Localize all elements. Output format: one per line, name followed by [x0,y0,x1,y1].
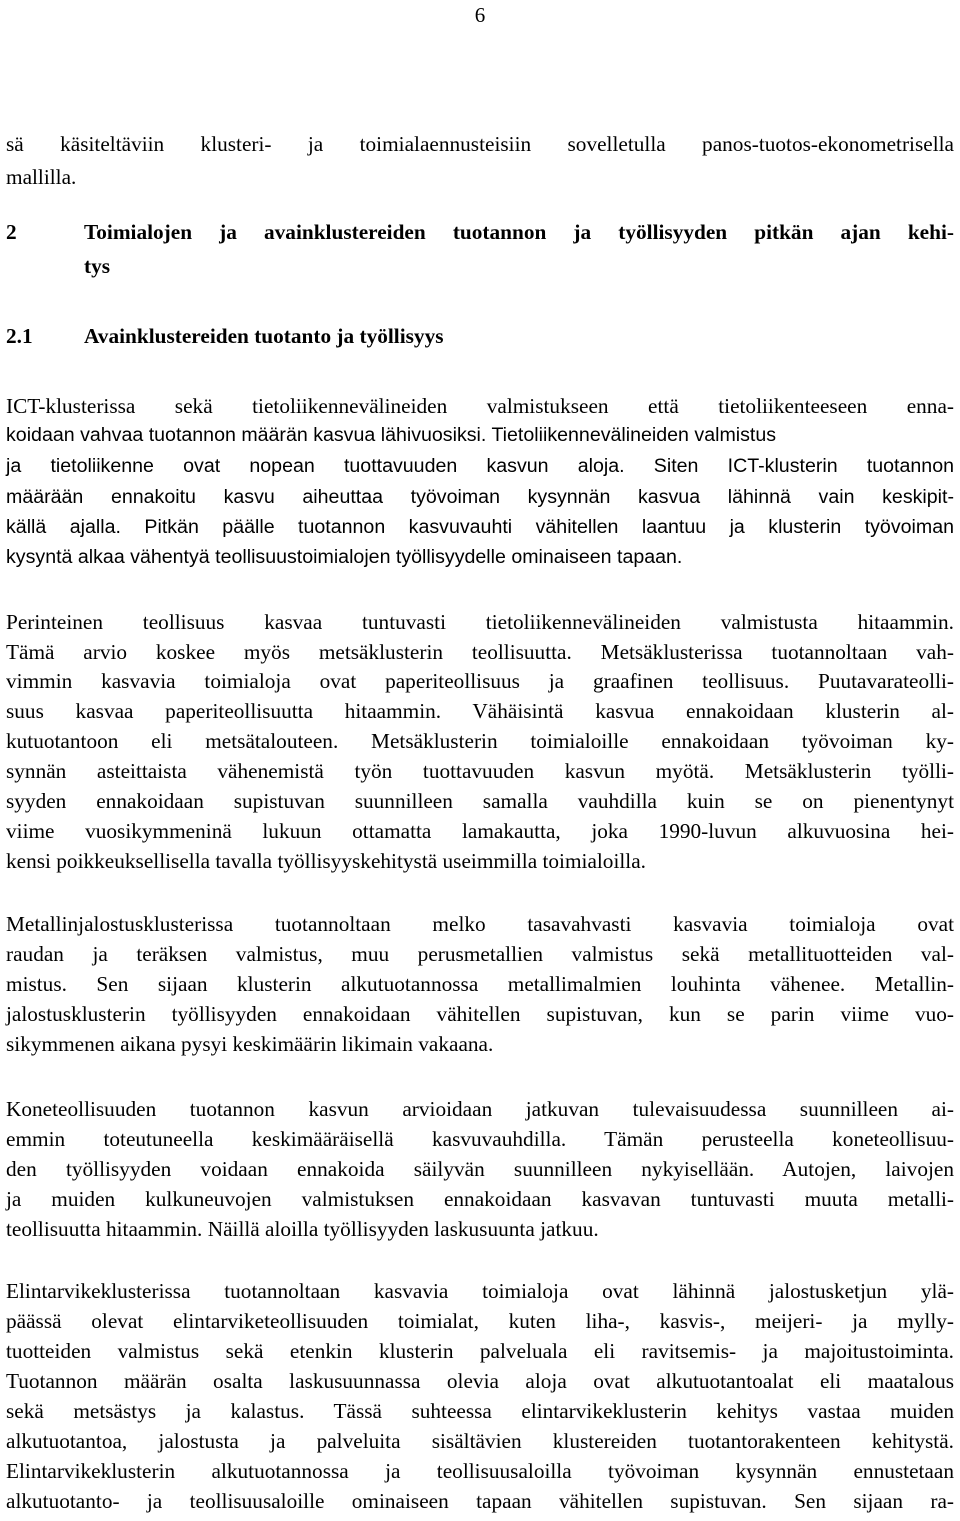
subsection-heading [6,322,954,350]
paragraph-line: syyden ennakoidaan supistuvan suunnilleen samalla vauhdilla kuin se on pienentynyt [6,789,954,813]
paragraph-line: synnän asteittaista vähenemistä työn tuottavuuden kasvun myötä. Metsäklusterin työlli- [6,759,954,783]
paragraph-line: jalostusklusterin työllisyyden ennakoidaan vähitellen supistuvan, kun se parin viime vuo- [6,1002,954,1026]
subsection-title: Avainklustereiden tuotanto ja työllisyys [84,324,444,348]
paragraph-line: mistus. Sen sijaan klusterin alkutuotannossa metallimalmien louhinta vähenee. Metallin- [6,972,954,996]
paragraph-line: teollisuutta hitaammin. Näillä aloilla työllisyyden laskusuunta jatkuu. [6,1217,599,1241]
paragraph-line: källä ajalla. Pitkän päälle tuotannon kasvuvauhti vähitellen laantuu ja klusterin työvoiman [6,516,954,538]
paragraph-line: kysyntä alkaa vähentyä teollisuustoimialojen työllisyydelle ominaiseen tapaan. [6,546,683,568]
page-number: 6 [474,3,486,27]
paragraph-line: ICT-klusterissa sekä tietoliikennevälineiden valmistukseen että tietoliikenteeseen enna- [6,394,954,418]
subsection-number: 2.1 [6,324,33,348]
paragraph-line: Metallinjalostusklusterissa tuotannoltaan melko tasavahvasti kasvavia toimialoja ovat [6,912,954,936]
intro-line: sä käsiteltäviin klusteri- ja toimialaennusteisiin sovelletulla panos-tuotos-ekonometrisella [6,132,954,156]
paragraph-line: kutuotantoon eli metsätalouteen. Metsäklusterin toimialoille ennakoidaan työvoiman ky- [6,729,954,753]
intro-line: mallilla. [6,165,77,189]
paragraph-line: Tämä arvio koskee myös metsäklusterin teollisuutta. Metsäklusterissa tuotannoltaan vah- [6,640,954,664]
paragraph-line: Elintarvikeklusterin alkutuotannossa ja teollisuusaloilla työvoiman kysynnän ennustetaan [6,1459,954,1483]
paragraph-line: sikymmenen aikana pysyi keskimäärin likimain vakaana. [6,1032,494,1056]
paragraph-line: ja tietoliikenne ovat nopean tuottavuuden kasvun aloja. Siten ICT-klusterin tuotannon [6,455,954,477]
paragraph-line: päässä olevat elintarviketeollisuuden toimialat, kuten liha-, kasvis-, meijeri- ja mylly- [6,1309,954,1333]
paragraph-line: raudan ja teräksen valmistus, muu perusmetallien valmistus sekä metallituotteiden val- [6,942,954,966]
paragraph-line: kensi poikkeuksellisella tavalla työllisyyskehitystä useimmilla toimialoilla. [6,849,646,873]
paragraph-line: den työllisyyden voidaan ennakoida säilyvän suunnilleen nykyisellään. Autojen, laivojen [6,1157,954,1181]
paragraph-line: tuotteiden valmistus sekä etenkin klusterin palveluala eli ravitsemis- ja majoitustoiminta. [6,1339,954,1363]
section-title: Toimialojen ja avainklustereiden tuotannon ja työllisyyden pitkän ajan kehi- [84,220,954,244]
paragraph-line: koidaan vahvaa tuotannon määrän kasvua lähivuosiksi. Tietoliikennevälineiden valmistus [6,424,777,446]
paragraph-line: vimmin kasvavia toimialoja ovat paperiteollisuus ja graafinen teollisuus. Puutavarateolli- [6,669,954,693]
paragraph-line: Perinteinen teollisuus kasvaa tuntuvasti tietoliikennevälineiden valmistusta hitaammin. [6,610,954,634]
paragraph-line: Elintarvikeklusterissa tuotannoltaan kasvavia toimialoja ovat lähinnä jalostusketjun ylä- [6,1279,954,1303]
paragraph-line: emmin toteutuneella keskimääräisellä kasvuvauhdilla. Tämän perusteella koneteollisuu- [6,1127,954,1151]
paragraph-line: Tuotannon määrän osalta laskusuunnassa olevia aloja ovat alkutuotantoalat eli maatalous [6,1369,954,1393]
paragraph-line: alkutuotantoa, jalostusta ja palveluita sisältävien klustereiden tuotantorakenteen kehitystä. [6,1429,954,1453]
section-heading [6,218,954,246]
section-title-continuation: tys [84,254,111,278]
paragraph-line: sekä metsästys ja kalastus. Tässä suhteessa elintarvikeklusterin kehitys vastaa muiden [6,1399,954,1423]
paragraph-line: Koneteollisuuden tuotannon kasvun arvioidaan jatkuvan tulevaisuudessa suunnilleen ai- [6,1097,954,1121]
paragraph-line: ja muiden kulkuneuvojen valmistuksen ennakoidaan kasvavan tuntuvasti muuta metalli- [6,1187,954,1211]
section-number: 2 [6,220,17,244]
paragraph-line: määrään ennakoitu kasvu aiheuttaa työvoiman kysynnän kasvua lähinnä vain keskipit- [6,486,954,508]
paragraph-line: suus kasvaa paperiteollisuutta hitaammin. Vähäisintä kasvua ennakoidaan klusterin al- [6,699,954,723]
paragraph-line: viime vuosikymmeninä lukuun ottamatta lamakautta, joka 1990-luvun alkuvuosina hei- [6,819,954,843]
paragraph-line: alkutuotanto- ja teollisuusaloille ominaiseen tapaan vähitellen supistuvan. Sen sijaan ra- [6,1489,954,1513]
